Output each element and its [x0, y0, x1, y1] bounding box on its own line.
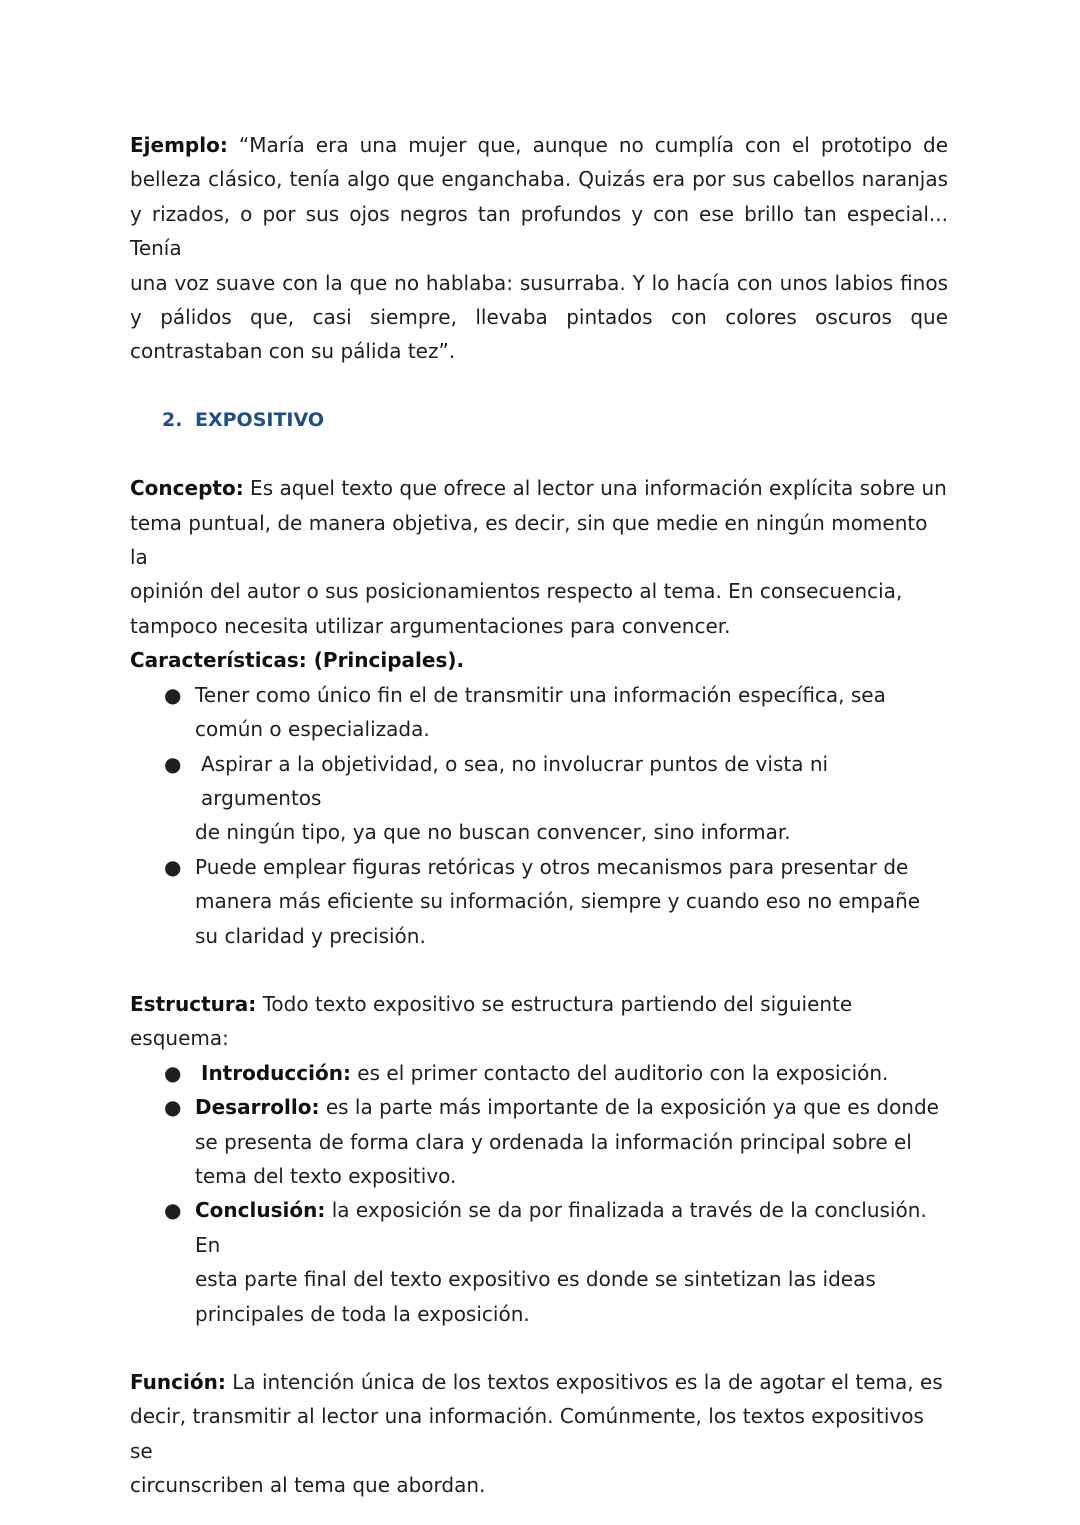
list-item: ● Tener como único fin el de transmitir una información específica, sea común o especializada. [130, 678, 948, 747]
concepto-line: opinión del autor o sus posicionamientos respecto al tema. En consecuencia, [130, 579, 903, 604]
concepto-line: tema puntual, de manera objetiva, es decir, sin que medie en ningún momento la [130, 510, 928, 570]
list-item: ● Puede emplear figuras retóricas y otros mecanismos para presentar de manera más eficiente su información, siempre y cuando eso no empañe su claridad y precisión. [130, 850, 948, 953]
example-line: contrastaban con su pálida tez”. [130, 339, 456, 364]
estructura-intro: Estructura: Todo texto expositivo se estructura partiendo del siguiente esquema: [130, 991, 853, 1051]
concepto-line: Concepto: Es aquel texto que ofrece al lector una información explícita sobre un [130, 476, 947, 501]
list-item: ● Introducción: es el primer contacto del auditorio con la exposición. [130, 1056, 948, 1090]
estructura-list [130, 1056, 948, 1331]
example-line: Ejemplo: “María era una mujer que, aunque no cumplía con el prototipo de [130, 133, 949, 157]
section-heading [162, 403, 948, 437]
list-item: ● Desarrollo: es la parte más importante de la exposición ya que es donde se presenta de forma clara y ordenada la información principal sobre el tema del texto expositivo. [130, 1090, 948, 1193]
bullet-icon: ● [164, 1060, 182, 1085]
concepto-paragraph [130, 471, 948, 643]
concepto-line: tampoco necesita utilizar argumentaciones para convencer. [130, 613, 731, 638]
estructura-label: Estructura: [130, 991, 257, 1016]
funcion-paragraph [130, 1365, 948, 1503]
example-line: y pálidos que, casi siempre, llevaba pintados con colores oscuros que [130, 305, 948, 330]
concepto-label: Concepto: [130, 476, 244, 501]
bullet-icon: ● [164, 751, 182, 776]
bullet-icon: ● [164, 1198, 182, 1223]
section-number: 2. [162, 408, 183, 431]
example-label: Ejemplo: [130, 133, 228, 157]
caracteristicas-label: Características: (Principales). [130, 648, 465, 673]
funcion-label: Función: [130, 1370, 226, 1394]
section-title: EXPOSITIVO [195, 408, 325, 431]
example-line: belleza clásico, tenía algo que enganchaba. Quizás era por sus cabellos naranjas [130, 167, 948, 192]
funcion-line: decir, transmitir al lector una información. Comúnmente, los textos expositivos se [130, 1404, 924, 1463]
bullet-icon: ● [164, 1095, 182, 1120]
example-paragraph [130, 128, 948, 369]
bullet-icon: ● [164, 854, 182, 879]
funcion-line: circunscriben al tema que abordan. [130, 1473, 486, 1498]
document-page [130, 128, 948, 1503]
list-item: ● Aspirar a la objetividad, o sea, no involucrar puntos de vista ni argumentos de ningún tipo, ya que no buscan convencer, sino informar. [130, 747, 948, 850]
funcion-line: Función: La intención única de los textos expositivos es la de agotar el tema, es [130, 1370, 943, 1394]
list-item: ● Conclusión: la exposición se da por finalizada a través de la conclusión. En esta parte final del texto expositivo es donde se sintetizan las ideas principales de toda la exposición. [130, 1193, 948, 1331]
bullet-icon: ● [164, 682, 182, 707]
caracteristicas-list [130, 678, 948, 953]
example-line: y rizados, o por sus ojos negros tan profundos y con ese brillo tan especial... Tenía [130, 201, 948, 261]
example-line: una voz suave con la que no hablaba: susurraba. Y lo hacía con unos labios finos [130, 270, 948, 295]
